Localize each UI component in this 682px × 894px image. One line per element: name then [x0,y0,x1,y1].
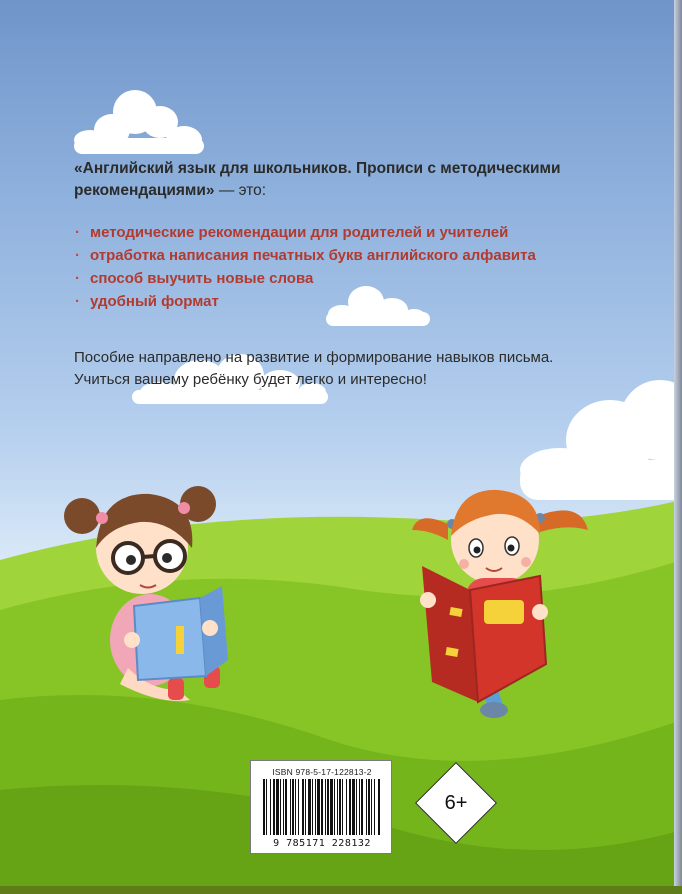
cover-bottom-edge [0,886,682,894]
list-item [74,290,536,313]
list-item [74,221,536,244]
description [74,347,634,391]
list-item [74,244,536,267]
feature-text: удобный формат [90,293,219,310]
book-title: «Английский язык для школьников. Прописи с методическими рекомендациями» [74,160,561,199]
feature-text: методические рекомендации для родителей и учителей [90,224,509,241]
bullet-icon: · [75,293,80,310]
cover-edge [674,0,682,894]
book-title-statement [74,158,594,202]
barcode-block [250,760,392,854]
title-tail: — это: [214,182,267,199]
cloud-top [74,90,204,154]
feature-text: отработка написания печатных букв английского алфавита [90,247,536,264]
description-line: Учиться вашему ребёнку будет легко и интересно! [74,371,427,388]
bullet-icon: · [75,270,80,287]
barcode-digits: 9 785171 228132 [273,838,371,849]
feature-text: способ выучить новые слова [90,270,314,287]
list-item [74,267,536,290]
bullet-icon: · [75,224,80,241]
description-line: Пособие направлено на развитие и формирование навыков письма. [74,349,554,366]
bullet-icon: · [75,247,80,264]
feature-list [74,221,536,313]
isbn-label: ISBN 978-5-17-122813-2 [272,767,372,777]
age-rating-text: 6+ [444,792,468,814]
cloud-right [520,380,682,500]
